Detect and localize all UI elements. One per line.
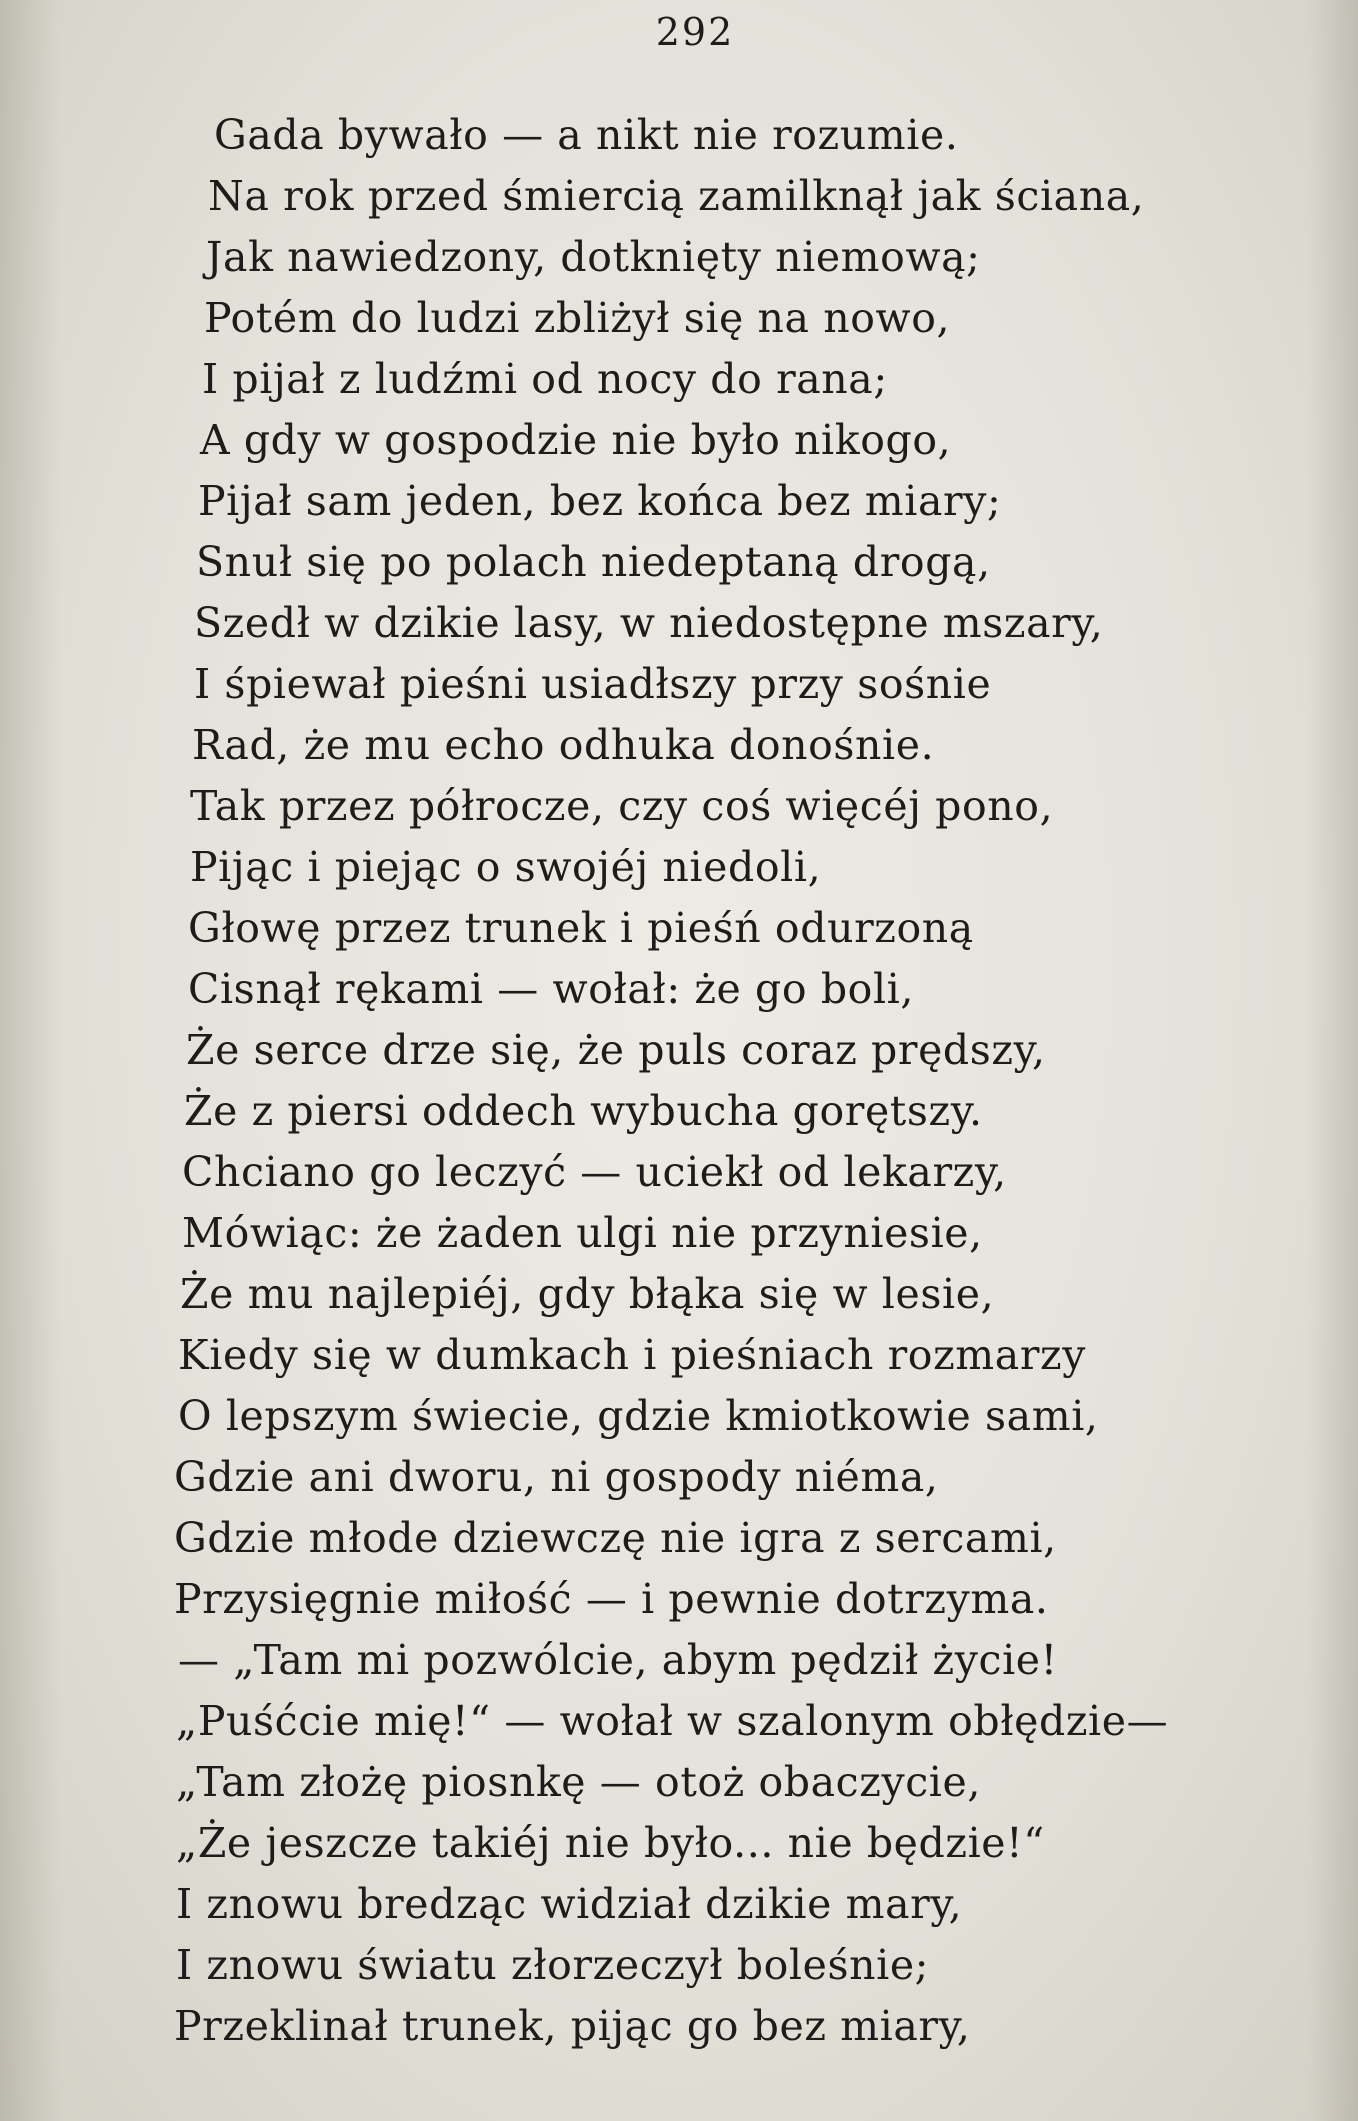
poem-line: Że mu najlepiéj, gdy błąka się w lesie, (180, 1270, 995, 1318)
poem-line: I pijał z ludźmi od nocy do rana; (202, 355, 888, 403)
poem-line: Na rok przed śmiercią zamilknął jak ściana, (208, 172, 1145, 220)
poem-line: O lepszym świecie, gdzie kmiotkowie sami, (178, 1392, 1099, 1440)
poem-line: A gdy w gospodzie nie było nikogo, (200, 416, 952, 464)
poem-line: I śpiewał pieśni usiadłszy przy sośnie (194, 660, 992, 708)
poem-line: Jak nawiedzony, dotknięty niemową; (206, 233, 981, 281)
poem-line: Przeklinał trunek, pijąc go bez miary, (174, 2002, 971, 2050)
poem-line: Kiedy się w dumkach i pieśniach rozmarzy (178, 1331, 1086, 1379)
poem-line: Rad, że mu echo odhuka donośnie. (192, 721, 935, 769)
poem-line: „Tam złożę piosnkę — otoż obaczycie, (176, 1758, 981, 1806)
poem-line: Cisnął rękami — wołał: że go boli, (188, 965, 915, 1013)
poem-line: Gdzie ani dworu, ni gospody niéma, (174, 1453, 939, 1501)
poem-line: Że serce drze się, że puls coraz prędszy, (186, 1026, 1046, 1074)
poem-line: Chciano go leczyć — uciekł od lekarzy, (182, 1148, 1007, 1196)
poem-line: Głowę przez trunek i pieśń odurzoną (188, 904, 974, 952)
poem-line: Potém do ludzi zbliżył się na nowo, (204, 294, 951, 342)
poem-line: Przysięgnie miłość — i pewnie dotrzyma. (174, 1575, 1049, 1623)
poem-line: Mówiąc: że żaden ulgi nie przyniesie, (182, 1209, 983, 1257)
poem-line: „Puśćcie mię!“ — wołał w szalonym obłędzie— (176, 1697, 1169, 1745)
poem-line: Pijąc i piejąc o swojéj niedoli, (190, 843, 822, 891)
page-shadow-left (0, 0, 60, 2121)
page-shadow-right (1308, 0, 1358, 2121)
poem-line: Gada bywało — a nikt nie rozumie. (214, 111, 959, 159)
poem-line: Snuł się po polach niedeptaną drogą, (196, 538, 991, 586)
poem-line: Szedł w dzikie lasy, w niedostępne mszary, (194, 599, 1104, 647)
poem-line: — „Tam mi pozwólcie, abym pędził życie! (178, 1636, 1058, 1684)
poem-text (160, 105, 1280, 2057)
poem-line: Tak przez półrocze, czy coś więcéj pono, (190, 782, 1054, 830)
poem-line: Gdzie młode dziewczę nie igra z sercami, (174, 1514, 1057, 1562)
poem-line: „Że jeszcze takiéj nie było... nie będzie!“ (176, 1819, 1045, 1867)
poem-line: I znowu bredząc widział dzikie mary, (176, 1880, 963, 1928)
poem-line: Pijał sam jeden, bez końca bez miary; (198, 477, 1002, 525)
page-number: 292 (655, 10, 735, 54)
poem-line: I znowu światu złorzeczył boleśnie; (176, 1941, 930, 1989)
poem-line: Że z piersi oddech wybucha gorętszy. (184, 1087, 983, 1135)
